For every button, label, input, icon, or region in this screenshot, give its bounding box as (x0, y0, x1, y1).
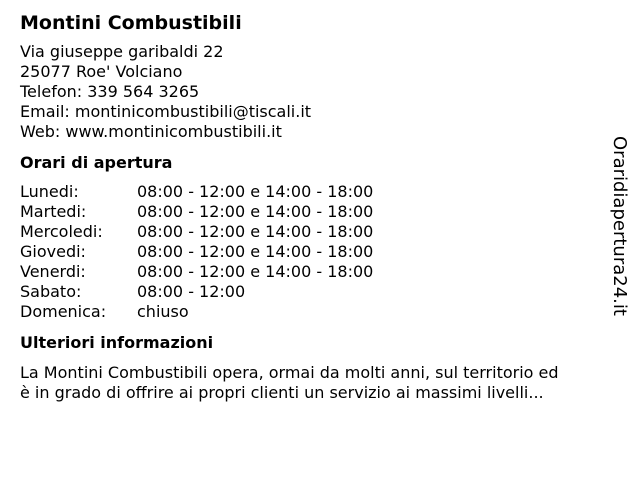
time-value: 08:00 - 12:00 e 14:00 - 18:00 (137, 242, 374, 261)
description-line: è in grado di offrire ai propri clienti un servizio ai massimi livelli... (20, 383, 544, 402)
hours-row-sunday (20, 302, 610, 322)
more-info-heading: Ulteriori informazioni (20, 333, 214, 352)
hours-row-saturday (20, 282, 610, 302)
day-label: Sabato: (20, 282, 82, 301)
day-label: Venerdi: (20, 262, 86, 281)
address-street: Via giuseppe garibaldi 22 (20, 42, 224, 61)
day-label: Domenica: (20, 302, 107, 321)
web-line: Web: www.montinicombustibili.it (20, 122, 282, 141)
time-value: 08:00 - 12:00 e 14:00 - 18:00 (137, 182, 374, 201)
time-value: 08:00 - 12:00 e 14:00 - 18:00 (137, 222, 374, 241)
description-line: La Montini Combustibili opera, ormai da molti anni, sul territorio ed (20, 363, 559, 382)
day-label: Lunedi: (20, 182, 79, 201)
time-value: 08:00 - 12:00 e 14:00 - 18:00 (137, 202, 374, 221)
opening-hours-heading: Orari di apertura (20, 153, 173, 172)
day-label: Mercoledi: (20, 222, 103, 241)
opening-hours-table (20, 182, 610, 322)
contact-details (20, 42, 610, 142)
hours-row-friday (20, 262, 610, 282)
phone-line: Telefon: 339 564 3265 (20, 82, 200, 101)
time-value: chiuso (137, 302, 189, 321)
hours-row-thursday (20, 242, 610, 262)
time-value: 08:00 - 12:00 e 14:00 - 18:00 (137, 262, 374, 281)
day-label: Martedi: (20, 202, 87, 221)
day-label: Giovedi: (20, 242, 86, 261)
email-line: Email: montinicombustibili@tiscali.it (20, 102, 312, 121)
business-name: Montini Combustibili (20, 12, 242, 34)
time-value: 08:00 - 12:00 (137, 282, 246, 301)
hours-row-tuesday (20, 202, 610, 222)
hours-row-monday (20, 182, 610, 202)
hours-row-wednesday (20, 222, 610, 242)
business-card (20, 11, 610, 403)
more-info-description (20, 363, 610, 403)
address-city: 25077 Roe' Volciano (20, 62, 183, 81)
site-watermark: Oraridiapertura24.it (609, 136, 630, 316)
